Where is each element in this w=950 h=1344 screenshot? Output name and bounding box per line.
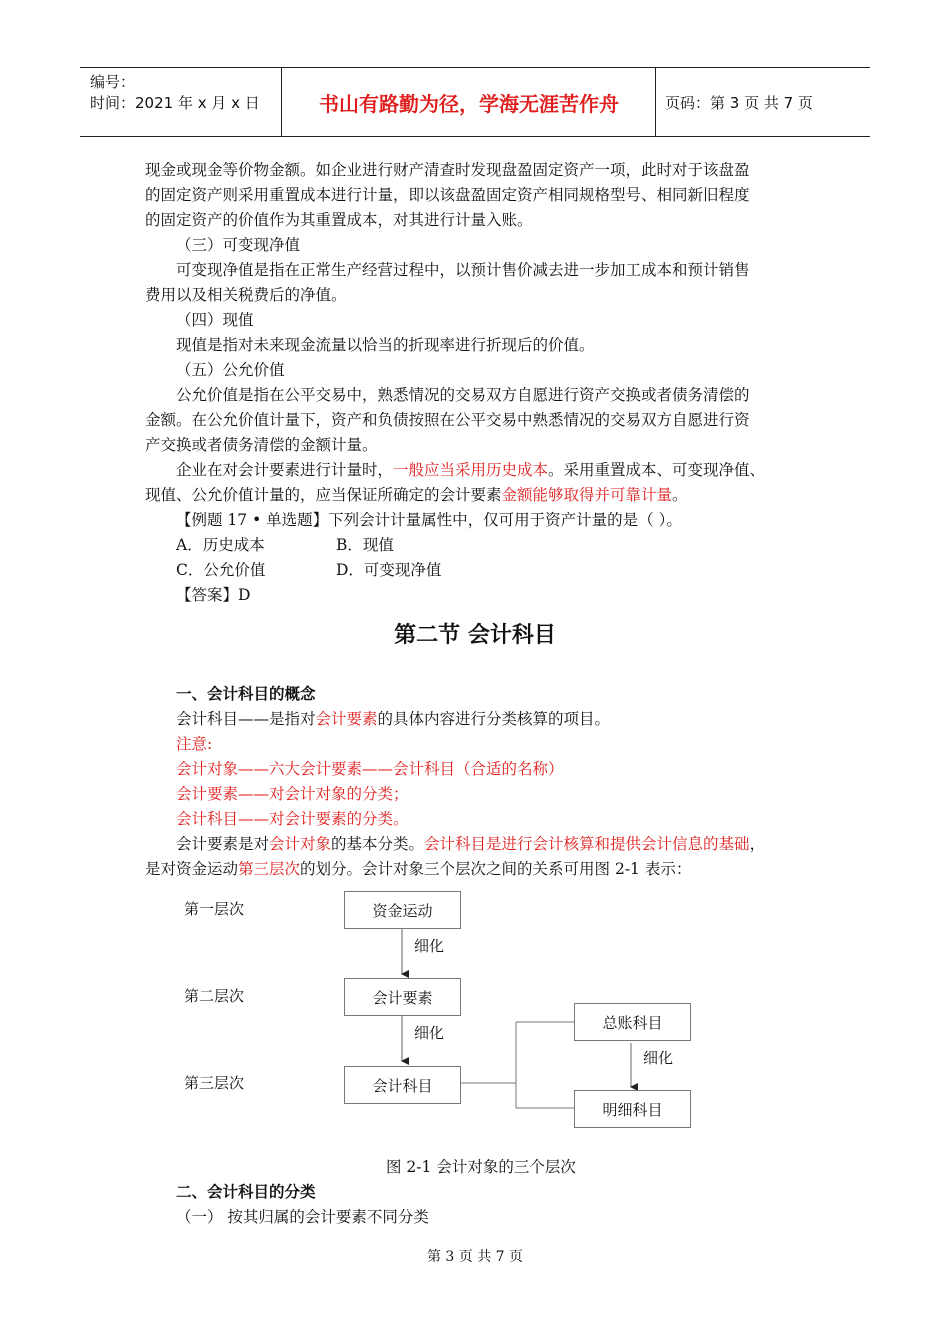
- section-title: （四）现值: [176, 311, 254, 329]
- text-span: 会计科目——是指对: [176, 710, 316, 728]
- note-line: 会计对象——六大会计要素——会计科目（合适的名称）: [176, 760, 564, 778]
- text-span: 。采用重置成本、可变现净值、: [548, 461, 766, 479]
- text-line: 的固定资产则采用重置成本进行计量，即以该盘盈固定资产相同规格型号、相同新旧程度: [145, 186, 750, 204]
- highlight-text: 金额能够取得并可靠计量: [501, 486, 673, 504]
- highlight-text: 第三层次: [238, 860, 301, 878]
- text-span: ，: [749, 835, 766, 853]
- box-general-ledger: 总账科目: [574, 1003, 691, 1041]
- text-line: 现值是指对未来现金流量以恰当的折现率进行折现后的价值。: [176, 336, 595, 354]
- option-c: C．公允价值: [176, 561, 266, 579]
- box-detail-subjects: 明细科目: [574, 1090, 691, 1128]
- page-footer: 第 3 页 共 7 页: [426, 1249, 524, 1265]
- section-heading: 第二节 会计科目: [394, 623, 556, 648]
- highlight-text: 会计对象: [269, 835, 332, 853]
- text-span: 企业在对会计要素进行计量时，: [176, 461, 394, 479]
- arrow-label: 细化: [414, 937, 445, 955]
- text-line: （一） 按其归属的会计要素不同分类: [176, 1208, 429, 1226]
- option-d: D．可变现净值: [336, 561, 442, 579]
- option-a: A．历史成本: [176, 536, 265, 554]
- level-label: 第一层次: [184, 900, 245, 918]
- box-accounting-elements: 会计要素: [344, 978, 461, 1016]
- note-label: 注意:: [176, 735, 213, 753]
- box-accounting-subjects: 会计科目: [344, 1066, 461, 1104]
- highlight-text: 一般应当采用历史成本: [393, 461, 549, 479]
- text-span: 现值、公允价值计量的，应当保证所确定的会计要素: [145, 486, 502, 504]
- note-line: 会计要素——对会计对象的分类；: [176, 785, 409, 803]
- example-question: 【例题 17 • 单选题】下列会计计量属性中，仅可用于资产计量的是（ ）。: [176, 511, 682, 529]
- arrow-label: 细化: [414, 1024, 445, 1042]
- figure-caption: 图 2-1 会计对象的三个层次: [386, 1158, 576, 1176]
- arrow-label: 细化: [643, 1049, 674, 1067]
- text-span: 的划分。会计对象三个层次之间的关系可用图 2-1 表示：: [300, 860, 692, 878]
- level-label: 第三层次: [184, 1074, 245, 1092]
- highlight-text: 会计要素: [315, 710, 378, 728]
- header-page: 页码：第 3 页 共 7 页: [665, 93, 813, 112]
- highlight-text: 会计科目是进行会计核算和提供会计信息的基础: [424, 835, 750, 853]
- text-line: 现金或现金等价物金额。如企业进行财产清查时发现盘盈固定资产一项，此时对于该盘盈: [145, 161, 750, 179]
- note-line: 会计科目——对会计要素的分类。: [176, 810, 409, 828]
- subsection-heading: 一、会计科目的概念: [176, 685, 316, 703]
- text-line: 费用以及相关税费后的净值。: [145, 286, 347, 304]
- header-number: 编号：: [90, 73, 136, 91]
- answer: 【答案】D: [176, 586, 251, 604]
- subsection-heading: 二、会计科目的分类: [176, 1183, 316, 1201]
- text-span: 的基本分类。: [331, 835, 425, 853]
- text-span: 是对资金运动: [145, 860, 239, 878]
- section-title: （三）可变现净值: [176, 236, 301, 254]
- text-span: 。: [672, 486, 688, 504]
- option-b: B．现值: [336, 536, 394, 554]
- level-label: 第二层次: [184, 987, 245, 1005]
- text-line: 的固定资产的价值作为其重置成本，对其进行计量入账。: [145, 211, 533, 229]
- text-line: 产交换或者债务清偿的金额计量。: [145, 436, 378, 454]
- header-date: 时间：2021 年 x 月 x 日: [90, 94, 260, 112]
- text-span: 的具体内容进行分类核算的项目。: [377, 710, 611, 728]
- header-motto: 书山有路勤为径，学海无涯苦作舟: [319, 91, 619, 116]
- text-line: 金额。在公允价值计量下，资产和负债按照在公平交易中熟悉情况的交易双方自愿进行资: [145, 411, 750, 429]
- text-line: 公允价值是指在公平交易中，熟悉情况的交易双方自愿进行资产交换或者债务清偿的: [176, 386, 750, 404]
- box-fund-movement: 资金运动: [344, 891, 461, 929]
- section-title: （五）公允价值: [176, 361, 285, 379]
- text-line: 可变现净值是指在正常生产经营过程中，以预计售价减去进一步加工成本和预计销售: [176, 261, 750, 279]
- text-span: 会计要素是对: [176, 835, 270, 853]
